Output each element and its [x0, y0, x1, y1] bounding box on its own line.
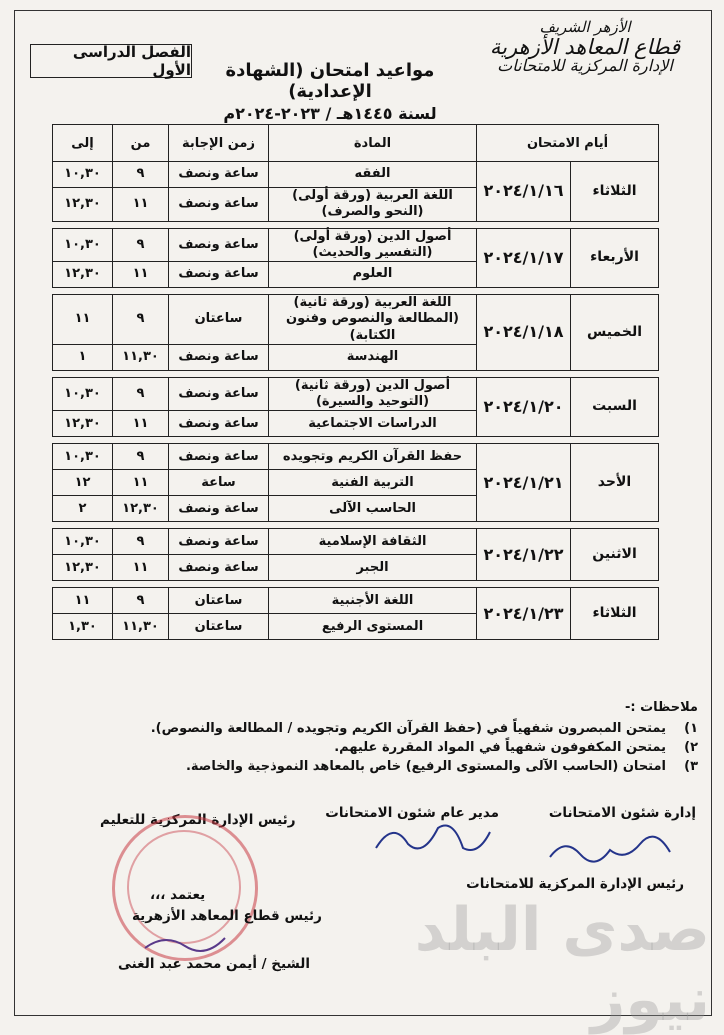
start-time-cell: ١٢,٣٠: [113, 496, 169, 522]
subject-name: أصول الدين (ورقة ثانية): [294, 377, 451, 393]
subject-cell: [269, 555, 477, 581]
subject-name: الجبر: [356, 559, 389, 575]
end-time-cell: ١٢,٣٠: [53, 555, 113, 581]
subject-cell: [269, 344, 477, 370]
note-text: يمتحن المكفوفون شفهياً في المواد المقررة عليهم.: [334, 740, 666, 755]
header-days: أيام الامتحان: [477, 125, 659, 162]
duration-cell: ساعة ونصف: [169, 444, 269, 470]
start-time-cell: ٩: [113, 529, 169, 555]
subject-cell: [269, 188, 477, 222]
end-time-cell: ١٠,٣٠: [53, 529, 113, 555]
end-time-cell: ١: [53, 344, 113, 370]
end-time-cell: ١١: [53, 588, 113, 614]
group-spacer: [53, 221, 659, 228]
table-header-row: [53, 125, 659, 162]
org-header: [470, 20, 700, 75]
subject-cell: [269, 614, 477, 640]
subject-cell: [269, 496, 477, 522]
start-time-cell: ٩: [113, 444, 169, 470]
start-time-cell: ٩: [113, 295, 169, 345]
subject-name: الثقافة الإسلامية: [318, 533, 427, 549]
subject-name: اللغة العربية (ورقة ثانية): [293, 295, 452, 310]
table-row: [53, 444, 659, 470]
spacer-cell: [53, 288, 659, 295]
note-item: [38, 721, 698, 736]
duration-cell: ساعة ونصف: [169, 188, 269, 222]
end-time-cell: ١٢,٣٠: [53, 262, 113, 288]
end-time-cell: ١٠,٣٠: [53, 377, 113, 411]
subject-cell: [269, 588, 477, 614]
exam-date: ٢٠٢٤/١/٢١: [477, 444, 571, 522]
group-spacer: [53, 437, 659, 444]
handwritten-signature: [545, 832, 675, 872]
sector-head-name: الشيخ / أيمن محمد عبد الغنى: [118, 956, 310, 972]
subject-name: الفقه: [354, 166, 391, 182]
exam-day: الثلاثاء: [571, 588, 659, 640]
end-time-cell: ١٠,٣٠: [53, 162, 113, 188]
end-time-cell: ١٠,٣٠: [53, 228, 113, 262]
duration-cell: ساعة ونصف: [169, 377, 269, 411]
header-from: من: [113, 125, 169, 162]
watermark: صدى البلد نيوز: [414, 895, 710, 1035]
note-number: ٢): [684, 740, 698, 755]
group-spacer: [53, 370, 659, 377]
duration-cell: ساعتان: [169, 614, 269, 640]
spacer-cell: [53, 522, 659, 529]
subject-name: الهندسة: [346, 349, 399, 365]
table-body: [53, 162, 659, 640]
start-time-cell: ١١,٣٠: [113, 614, 169, 640]
signature-general-manager: مدير عام شئون الامتحانات: [325, 805, 499, 821]
duration-cell: ساعة ونصف: [169, 555, 269, 581]
note-text: يمتحن المبصرون شفهياً في (حفظ القرآن الكريم وتجويده / المطالعة والنصوص).: [150, 721, 666, 736]
semester-label: الفصل الدراسى الأول: [30, 44, 192, 78]
subject-name: الحاسب الآلى: [329, 500, 416, 516]
title-main: مواعيد امتحان (الشهادة الإعدادية): [225, 60, 435, 102]
spacer-cell: [53, 370, 659, 377]
duration-cell: ساعتان: [169, 295, 269, 345]
spacer-cell: [53, 581, 659, 588]
duration-cell: ساعتان: [169, 588, 269, 614]
table-row: [53, 295, 659, 345]
org-line-3: الإدارة المركزية للامتحانات: [497, 55, 673, 75]
notes-heading: ملاحظات :-: [624, 700, 698, 715]
end-time-cell: ١٠,٣٠: [53, 444, 113, 470]
subject-cell: [269, 529, 477, 555]
duration-cell: ساعة ونصف: [169, 228, 269, 262]
exam-date: ٢٠٢٤/١/٢٢: [477, 529, 571, 581]
duration-cell: ساعة ونصف: [169, 262, 269, 288]
note-number: ٣): [684, 759, 698, 774]
spacer-cell: [53, 221, 659, 228]
subject-name: العلوم: [352, 266, 393, 282]
exam-day: الأحد: [571, 444, 659, 522]
header-duration: زمن الإجابة: [169, 125, 269, 162]
header-to: إلى: [53, 125, 113, 162]
org-line-1: الأزهر الشريف: [539, 18, 631, 36]
table-row: [53, 529, 659, 555]
subject-name: التربية الفنية: [331, 474, 414, 490]
exam-day: الثلاثاء: [571, 162, 659, 222]
exam-day: الأربعاء: [571, 228, 659, 288]
duration-cell: ساعة ونصف: [169, 344, 269, 370]
start-time-cell: ١١: [113, 188, 169, 222]
exam-day: الاثنين: [571, 529, 659, 581]
spacer-cell: [53, 437, 659, 444]
signature-exams-affairs: إدارة شئون الامتحانات: [548, 805, 696, 821]
subject-detail: (المطالعة والنصوص وفنون الكتابة): [285, 311, 459, 343]
start-time-cell: ٩: [113, 228, 169, 262]
start-time-cell: ١١: [113, 262, 169, 288]
approval-text: يعتمد ،،،: [150, 887, 206, 903]
title-year: لسنة ١٤٤٥هـ / ٢٠٢٣-٢٠٢٤م: [223, 104, 437, 123]
exam-date: ٢٠٢٤/١/٢٣: [477, 588, 571, 640]
note-text: امتحان (الحاسب الآلى والمستوى الرفيع) خاص بالمعاهد النموذجية والخاصة.: [185, 759, 666, 774]
subject-name: أصول الدين (ورقة أولى): [293, 228, 452, 244]
note-item: [38, 740, 698, 755]
table-row: [53, 162, 659, 188]
subject-name: اللغة الأجنبية: [331, 592, 414, 608]
document-title: [200, 60, 460, 123]
end-time-cell: ١٢,٣٠: [53, 188, 113, 222]
header-subject: المادة: [269, 125, 477, 162]
start-time-cell: ١١: [113, 555, 169, 581]
exam-day: الخميس: [571, 295, 659, 371]
subject-cell: [269, 444, 477, 470]
handwritten-signature: [368, 818, 498, 862]
start-time-cell: ٩: [113, 588, 169, 614]
subject-detail: (التفسير والحديث): [312, 244, 433, 260]
subject-name: الدراسات الاجتماعية: [308, 415, 437, 431]
signature-central-admin-exams: رئيس الإدارة المركزية للامتحانات: [466, 876, 684, 892]
start-time-cell: ١١: [113, 411, 169, 437]
subject-cell: [269, 470, 477, 496]
subject-name: المستوى الرفيع: [321, 618, 424, 634]
subject-name: حفظ القرآن الكريم وتجويده: [282, 448, 463, 464]
subject-cell: [269, 162, 477, 188]
start-time-cell: ٩: [113, 377, 169, 411]
duration-cell: ساعة ونصف: [169, 162, 269, 188]
signature-central-admin-education: رئيس الإدارة المركزية للتعليم: [100, 812, 296, 828]
group-spacer: [53, 581, 659, 588]
exam-day: السبت: [571, 377, 659, 437]
exam-date: ٢٠٢٤/١/١٨: [477, 295, 571, 371]
group-spacer: [53, 288, 659, 295]
org-line-2: قطاع المعاهد الأزهرية: [489, 34, 681, 59]
start-time-cell: ١١,٣٠: [113, 344, 169, 370]
end-time-cell: ١٢: [53, 470, 113, 496]
subject-detail: (النحو والصرف): [321, 204, 424, 220]
notes-section: [38, 700, 698, 778]
group-spacer: [53, 522, 659, 529]
duration-cell: ساعة ونصف: [169, 529, 269, 555]
duration-cell: ساعة: [169, 470, 269, 496]
exam-date: ٢٠٢٤/١/٢٠: [477, 377, 571, 437]
table-row: [53, 377, 659, 411]
table-row: [53, 588, 659, 614]
subject-detail: (التوحيد والسيرة): [315, 394, 430, 409]
subject-cell: [269, 228, 477, 262]
start-time-cell: ١١: [113, 470, 169, 496]
end-time-cell: ١,٣٠: [53, 614, 113, 640]
duration-cell: ساعة ونصف: [169, 411, 269, 437]
subject-name: اللغة العربية (ورقة أولى): [292, 188, 453, 203]
exam-date: ٢٠٢٤/١/١٦: [477, 162, 571, 222]
duration-cell: ساعة ونصف: [169, 496, 269, 522]
end-time-cell: ١٢,٣٠: [53, 411, 113, 437]
exam-date: ٢٠٢٤/١/١٧: [477, 228, 571, 288]
start-time-cell: ٩: [113, 162, 169, 188]
note-item: [38, 759, 698, 774]
note-number: ١): [684, 721, 698, 736]
handwritten-signature: [140, 928, 230, 958]
end-time-cell: ٢: [53, 496, 113, 522]
subject-cell: [269, 411, 477, 437]
subject-cell: [269, 295, 477, 345]
exam-schedule-table: [52, 124, 659, 640]
sector-head-title: رئيس قطاع المعاهد الأزهرية: [132, 908, 322, 924]
subject-cell: [269, 377, 477, 411]
table-row: [53, 228, 659, 262]
subject-cell: [269, 262, 477, 288]
end-time-cell: ١١: [53, 295, 113, 345]
